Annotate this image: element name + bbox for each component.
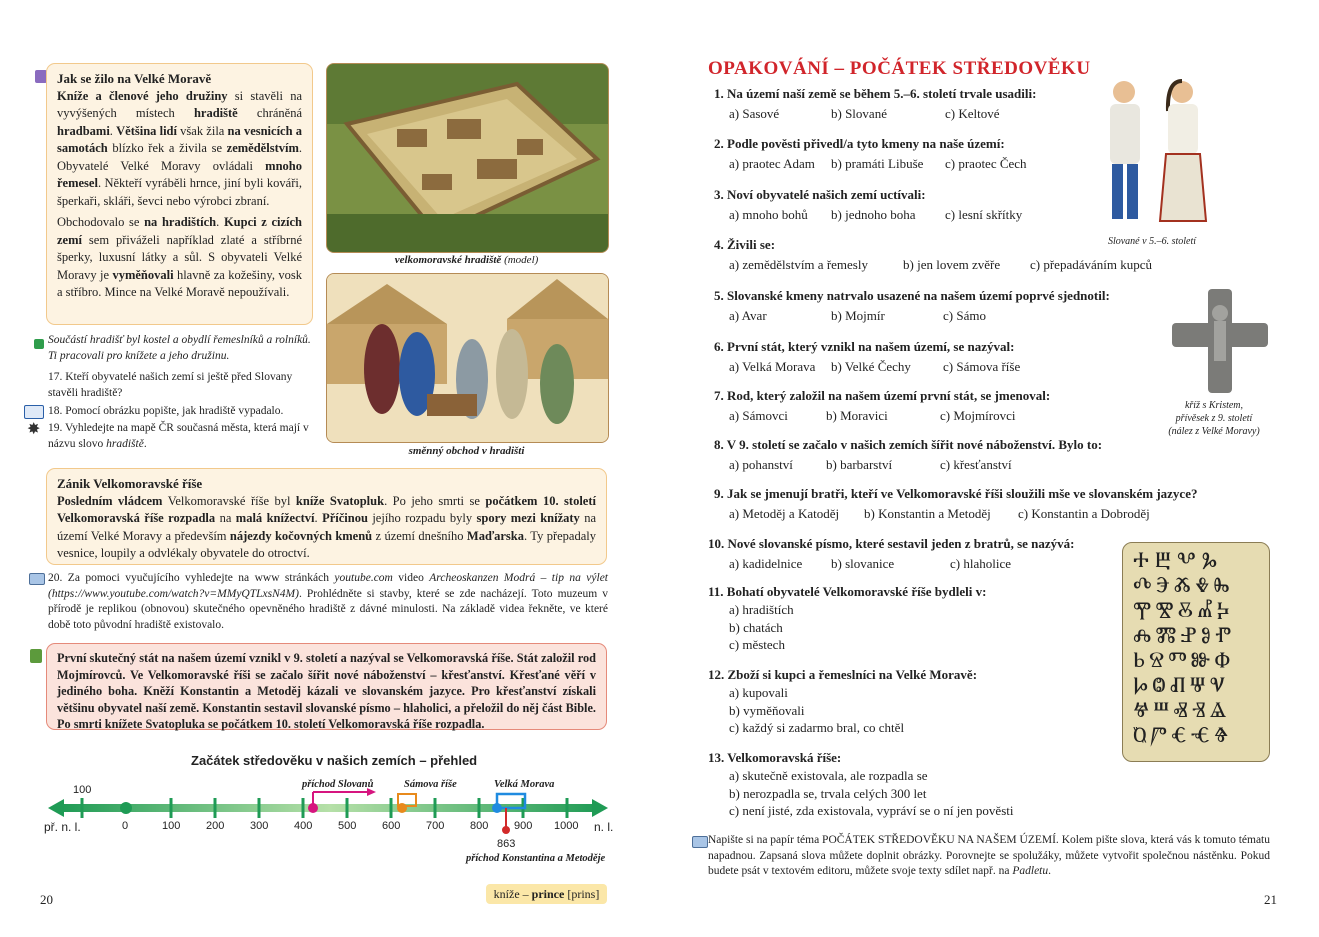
answer-option[interactable]: a) hradištích (729, 602, 794, 617)
question-title: 6. První stát, který vznikl na našem území, se nazýval: (714, 339, 1015, 354)
glagolitic-row: ⰓⰔⰕⰖⰗ (1133, 648, 1235, 673)
glagolitic-row: ⰄⰅⰆⰇⰈ (1133, 573, 1234, 598)
answer-option[interactable]: b) Velké Čechy (831, 359, 911, 374)
cross-caption-line: přívěsek z 9. století (1175, 413, 1253, 424)
answer-option[interactable]: c) není jisté, zda existovala, vypráví se o ní jen pověsti (729, 803, 1014, 818)
trade-caption: směnný obchod v hradišti (408, 445, 525, 457)
glagolitic-panel (1122, 542, 1270, 762)
answer-option[interactable]: a) mnoho bohů (729, 207, 808, 222)
answer-option[interactable]: b) nerozpadla se, trvala celých 300 let (729, 785, 927, 801)
answer-option[interactable]: c) každý si zadarmo bral, co chtěl (729, 720, 905, 735)
glagolitic-row: ⰎⰏⰐⰑⰒ (1133, 623, 1236, 648)
computer-icon (29, 573, 45, 585)
answer-option[interactable]: c) praotec Čech (945, 156, 1027, 171)
question-title: 10. Nové slovanské písmo, které sestavil jeden z bratrů, se nazývá: (708, 536, 1075, 551)
summary-text: První skutečný stát na našem území vznikl v 9. století a nazýval se Velkomoravská říše. Stát založil rod Mojmírovců. Ve Velkomoravské říši se začalo šířit nové náboženství – křesťanství. Křesťané věří v jediného boha. Kněží Konstantin a Metoděj kázali ve slovanském jazyce. Pro křesťanství získali většinu obyvatel naší země. Konstantin sestavil slovanské písmo – hlaholici, a přeložil do něj část Bible. Po smrti knížete Svatopluka se počátkem 10. století Velkomoravská říše rozpadla. (57, 651, 596, 731)
question-title: 3. Noví obyvatelé našich zemí uctívali: (714, 187, 926, 202)
timeline-tick: 400 (294, 820, 313, 832)
answer-option[interactable]: c) křesťanství (940, 457, 1012, 472)
slavs-illustration (1082, 76, 1222, 236)
timeline-right-label: n. l. (594, 820, 614, 834)
question-title: 2. Podle pověsti přivedl/a tyto kmeny na naše území: (714, 136, 1005, 151)
summary-box (46, 643, 607, 730)
answer-option[interactable]: a) kupovali (729, 685, 788, 700)
answer-option[interactable]: b) Moravici (826, 408, 888, 423)
hillfort-model-image (326, 63, 609, 253)
question-18: 18. Pomocí obrázku popište, jak hradiště vypadalo. (48, 405, 284, 417)
answer-option[interactable]: a) Sasové (729, 106, 780, 121)
box-title: Zánik Velkomoravské říše (57, 476, 203, 491)
question-title: 13. Velkomoravská říše: (708, 750, 842, 765)
cross-illustration (1170, 285, 1270, 397)
info-box-fall (46, 468, 607, 565)
timeline-tick: 100 (162, 820, 181, 832)
trade-illustration (327, 274, 608, 442)
glagolitic-row: ⰝⰞⰟⰠⰡ (1133, 698, 1231, 723)
hillfort-caption: velkomoravské hradiště (model) (394, 254, 539, 266)
answer-option[interactable]: c) Keltové (945, 106, 1000, 121)
question-title: 12. Zboží si kupci a řemeslníci na Velké Moravě: (708, 667, 978, 682)
slavs-caption: Slované v 5.–6. století (1107, 236, 1197, 247)
answer-option[interactable]: b) jednoho boha (831, 207, 916, 222)
timeline-event: příchod Slovanů (302, 779, 374, 790)
timeline-event: Velká Morava (494, 779, 555, 790)
answer-option[interactable]: b) chatách (729, 619, 783, 635)
answer-option[interactable]: c) Mojmírovci (940, 408, 1016, 423)
timeline-left-label: př. n. l. (44, 820, 81, 834)
timeline-label-863: 863 (497, 838, 516, 850)
timeline-tick: 700 (426, 820, 445, 832)
summary-icon (30, 649, 42, 663)
question-title: 5. Slovanské kmeny natrvalo usazené na našem území poprvé sjednotil: (714, 288, 1110, 303)
timeline-tick: 300 (250, 820, 269, 832)
cross-caption (1156, 399, 1272, 438)
timeline-tick: 800 (470, 820, 489, 832)
open-book-icon (24, 405, 44, 419)
timeline-tick: 1000 (554, 820, 579, 832)
question-20: 20. Za pomoci vyučujícího vyhledejte na www stránkách youtube.com video Archeoskanzen Modrá – tip na výlet (https://www.youtube.com/watch?v=MMyQTLxsN4M). Prohlédněte si stavby, které se zde nacházejí. Toto muzeum v přírodě je replikou (obnovou) skutečného opevněného hradiště z dávné minulosti. Na základě videa řekněte, ve které době toto původní hradiště existovalo. (48, 572, 608, 631)
answer-option[interactable]: a) skutečně existovala, ale rozpadla se (729, 768, 928, 783)
answer-option[interactable]: c) hlaholice (950, 556, 1011, 571)
answer-option[interactable]: c) Sámova říše (943, 359, 1021, 374)
answer-option[interactable]: c) lesní skřítky (945, 207, 1023, 222)
glossary-box: kníže – prince [prins] (486, 884, 607, 904)
page-number: 21 (1264, 892, 1277, 907)
note-text: Součástí hradišť byl kostel a obydlí řemeslníků a rolníků. Ti pracovali pro knížete a jeho družinu. (48, 334, 311, 362)
note-icon (34, 339, 44, 349)
box-title: Jak se žilo na Velké Moravě (57, 71, 212, 86)
answer-option[interactable]: c) Konstantin a Dobroděj (1018, 506, 1150, 521)
answer-option[interactable]: a) Metoděj a Katoděj (729, 506, 840, 521)
question-17: 17. Kteří obyvatelé našich zemí si ještě před Slovany stavěli hradiště? (48, 371, 293, 399)
answer-option[interactable]: a) zemědělstvím a řemesly (729, 257, 868, 272)
answer-option[interactable]: a) Velká Morava (729, 359, 816, 374)
answer-option[interactable]: a) praotec Adam (729, 156, 815, 171)
answer-option[interactable]: a) Avar (729, 308, 767, 323)
cross-caption-line: kříž s Kristem, (1184, 400, 1244, 411)
question-title: 1. Na území naší země se během 5.–6. století trvale usadili: (714, 86, 1037, 101)
answer-option[interactable]: a) pohanství (729, 457, 793, 472)
glagolitic-row: ⰀⰁⰂⰃ (1133, 548, 1224, 573)
answer-option[interactable]: c) přepadáváním kupců (1030, 257, 1153, 272)
page-title: OPAKOVÁNÍ – POČÁTEK STŘEDOVĚKU (708, 58, 1091, 79)
question-19: 19. Vyhledejte na mapě ČR současná města, která mají v názvu slovo hradiště. (48, 422, 309, 450)
timeline-label-100: 100 (73, 784, 92, 796)
cross-caption-line: (nález z Velké Moravy) (1168, 426, 1260, 437)
glagolitic-row: ⰢⰣⰤⰥⰦ (1133, 723, 1233, 748)
answer-option[interactable]: b) Mojmír (831, 308, 885, 323)
timeline-title: Začátek středověku v našich zemích – přehled (191, 753, 478, 768)
question-title: 11. Bohatí obyvatelé Velkomoravské říše bydleli v: (708, 584, 987, 599)
answer-option[interactable]: b) barbarství (826, 457, 893, 472)
info-box-life (46, 63, 313, 325)
question-title: 8. V 9. století se začalo v našich zemích šířit nové náboženství. Bylo to: (714, 437, 1103, 452)
box-paragraph: Posledním vládcem Velkomoravské říše byl kníže Svatopluk. Po jeho smrti se počátkem 10. století Velkomoravská říše rozpadla na malá knížectví. Příčinou jejího rozpadu byly spory mezi knížaty na území Velké Moravy a především nájezdy kočovných kmenů z území dnešního Maďarska. Ty přepadaly vesnice, loupily a odvlékaly obyvatele do otroctví. (57, 493, 597, 560)
timeline-tick: 0 (122, 820, 129, 832)
timeline-tick: 200 (206, 820, 225, 832)
box-paragraph: Kníže a členové jeho družiny si stavěli na vyvýšených místech hradiště chráněná hradbami. Většina lidí však žila na vesnicích a samotách blízko řek a živila se zemědělstvím. Obyvatelé Velké Moravy ovládali mnoho řemesel. Někteří vyráběli hrnce, jiní byli kováři, šperkaři, skláři, ševci nebo výrobci zbraní. (57, 88, 303, 208)
timeline-tick: 900 (514, 820, 533, 832)
answer-option[interactable]: c) městech (729, 637, 785, 652)
timeline-event: příchod Konstantina a Metoděje (466, 853, 606, 864)
answer-option[interactable]: b) Slované (831, 106, 887, 121)
timeline-tick: 500 (338, 820, 357, 832)
answer-option[interactable]: a) Sámovci (729, 408, 788, 423)
answer-option[interactable]: b) slovanice (831, 556, 895, 571)
box-paragraph: Obchodovalo se na hradištích. Kupci z cizích zemí sem přiváželi například zlaté a stříbrné šperky, luxusní látky a sůl. S obyvateli Velké Moravy je vyměňovali hlavně za kožešiny, vosk a stříbro. Mince na Velké Moravě nepoužívali. (57, 215, 302, 299)
trade-image (326, 273, 609, 443)
glagolitic-row: ⰉⰊⰋⰌⰍ (1133, 598, 1234, 623)
hillfort-illustration (327, 64, 608, 252)
answer-option[interactable]: b) pramáti Libuše (831, 156, 924, 171)
task-text: Napište si na papír téma POČÁTEK STŘEDOVĚKU NA NAŠEM ÚZEMÍ. Kolem pište slova, která vás k tomuto tématu napadnou. Zapsaná slova můžete doplnit obrázky. Porovnejte se spolužáky, můžete vytvořit společnou nástěnku. Pokud budete psát v textovém editoru, můžete svoje texty sdílet např. na Padletu. (708, 834, 1270, 877)
glagolitic-row: ⰘⰙⰚⰛⰜ (1133, 673, 1230, 698)
timeline-event: Sámova říše (404, 779, 457, 790)
answer-option[interactable]: b) Konstantin a Metoděj (864, 506, 991, 521)
answer-option[interactable]: b) jen lovem zvěře (903, 257, 1001, 272)
answer-option[interactable]: b) vyměňovali (729, 702, 805, 718)
timeline-tick: 600 (382, 820, 401, 832)
question-title: 9. Jak se jmenují bratři, kteří ve Velkomoravské říši sloužili mše ve slovanském jazyce? (714, 486, 1198, 501)
question-title: 4. Živili se: (714, 237, 776, 252)
star-icon: ✸ (27, 421, 41, 438)
computer-icon (692, 836, 708, 848)
question-title: 7. Rod, který založil na našem území první stát, se jmenoval: (714, 388, 1051, 403)
answer-option[interactable]: c) Sámo (943, 308, 986, 323)
answer-option[interactable]: a) kadidelnice (729, 556, 803, 571)
page-number: 20 (40, 892, 53, 907)
